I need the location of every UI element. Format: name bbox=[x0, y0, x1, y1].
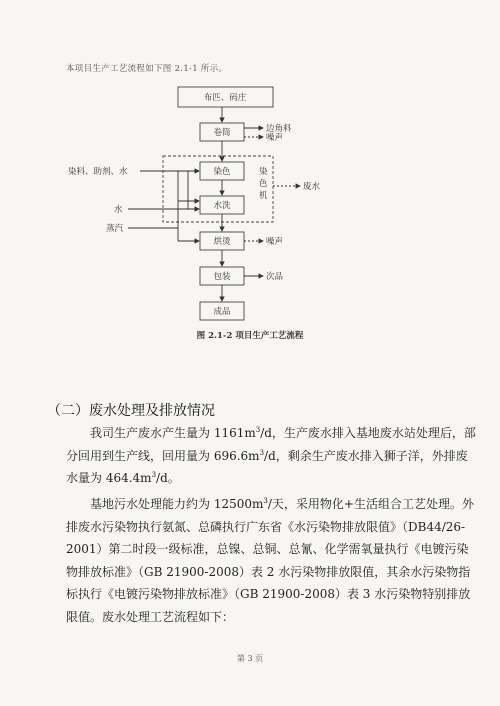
machine-label-3: 机 bbox=[259, 190, 268, 200]
output-wastewater-label: 废水 bbox=[303, 181, 321, 191]
flow-label-product: 成品 bbox=[213, 306, 231, 316]
figure-caption: 图 2.1-2 项目生产工艺流程 bbox=[196, 331, 304, 341]
output-noise1-label: 噪声 bbox=[266, 132, 284, 142]
section-heading: （二）废水处理及排放情况 bbox=[47, 403, 215, 419]
flow-label-roll: 卷筒 bbox=[213, 127, 231, 137]
intro-text: 本项目生产工艺流程如下图 2.1-1 所示。 bbox=[66, 64, 228, 74]
flow-label-pack: 包装 bbox=[213, 271, 231, 281]
machine-label-1: 染 bbox=[259, 166, 268, 176]
input-steam-label: 蒸汽 bbox=[106, 223, 124, 233]
page-number: 第 3 页 bbox=[236, 654, 264, 663]
output-defects-label: 次品 bbox=[266, 271, 284, 281]
flow-label-dry: 烘烫 bbox=[213, 236, 231, 246]
machine-label-2: 色 bbox=[259, 178, 268, 188]
flow-label-cloth: 布匹、码庄 bbox=[203, 92, 247, 102]
paragraph-treatment-capacity: 基地污水处理能力约为 $12500m^3/$天，采用物化+生活组合工艺处理。外排废水污染物执行氨氮、总磷执行广东省《水污染物排放限值》（DB44/26-2001）第二时段一级标准，总镍、总铜、总氰、化学需氧量执行《电镀污染物排放标准》（GB 21900-2008）表 2 水污染物排放限值，其余水污染物指标执行《电镀污染物排放标准》（GB 21900-2008）表 3 水污染物特别排放限值。废水处理工艺流程如下： bbox=[66, 497, 474, 624]
output-noise2-label: 噪声 bbox=[266, 236, 284, 246]
paragraph-wastewater-volume: 我司生产废水产生量为 $1161m^3/d$，生产废水排入基地废水站处理后，部分回用到生产线，回用量为 $696.6m^3/d$，剩余生产废水排入狮子洋，外排废水量为 $464.4m^3/d$。 bbox=[66, 426, 476, 485]
flow-label-dye: 染色 bbox=[213, 166, 231, 176]
input-water-label: 水 bbox=[114, 204, 123, 214]
input-dye-label: 染料、助剂、水 bbox=[68, 166, 128, 176]
flow-label-wash: 水洗 bbox=[213, 200, 231, 210]
output-scraps-label: 边角料 bbox=[266, 123, 292, 133]
process-flow-diagram bbox=[0, 0, 500, 330]
